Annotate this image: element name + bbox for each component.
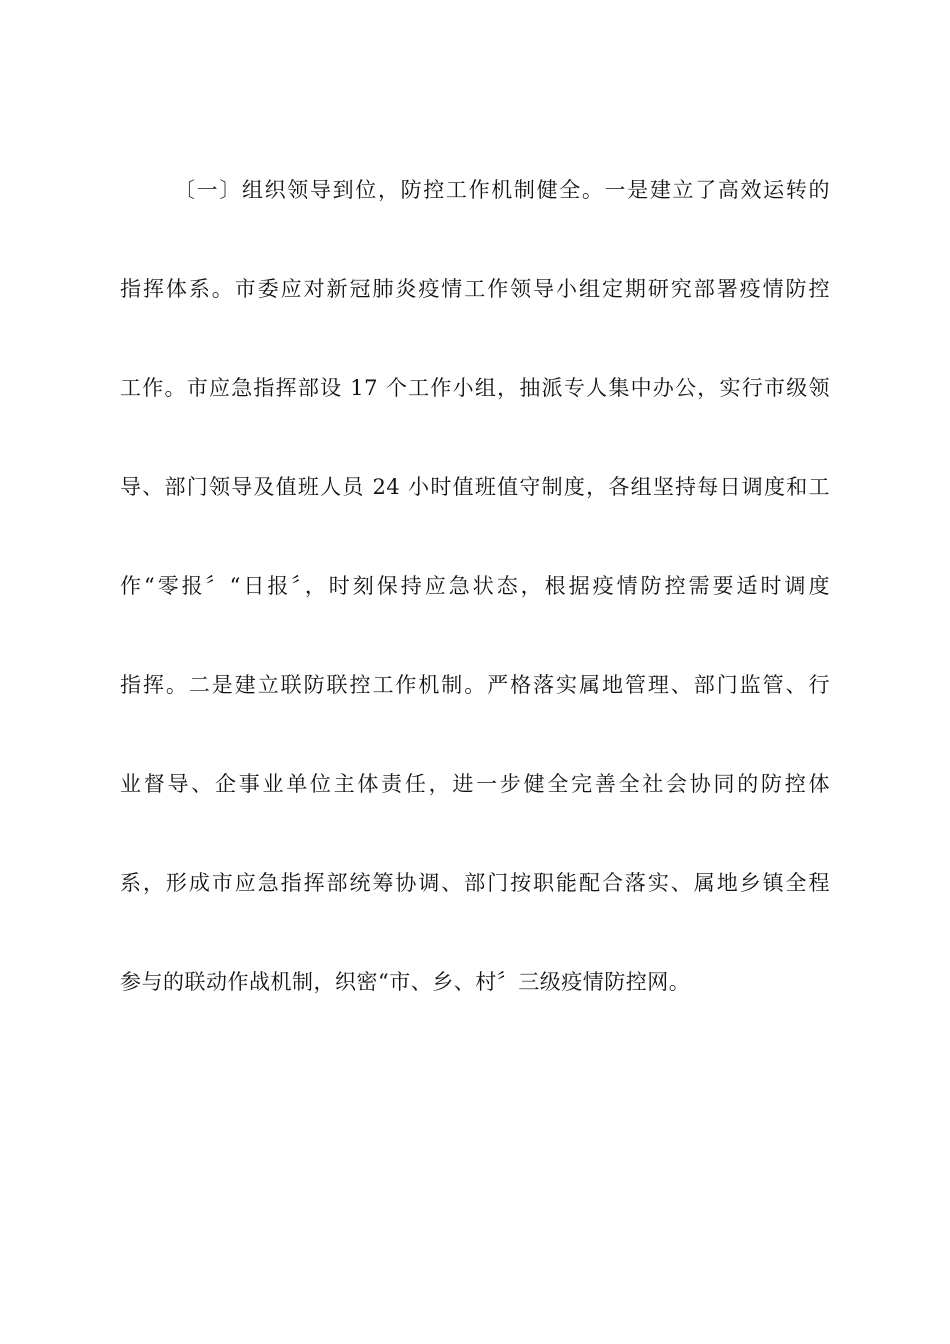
paragraph-line-4: 导、部门领导及值班人员 24 小时值班值守制度，各组坚持每日调度和工 <box>120 475 830 499</box>
paragraph-line-3: 工作。市应急指挥部设 17 个工作小组，抽派专人集中办公，实行市级领 <box>120 376 830 400</box>
paragraph-line-2: 指挥体系。市委应对新冠肺炎疫情工作领导小组定期研究部署疫情防控 <box>120 277 830 301</box>
paragraph-line-9: 参与的联动作战机制，织密“市、乡、村〞三级疫情防控网。 <box>120 970 691 994</box>
paragraph-line-6: 指挥。二是建立联防联控工作机制。严格落实属地管理、部门监管、行 <box>120 673 830 697</box>
paragraph-line-5: 作“零报〞“日报〞，时刻保持应急状态，根据疫情防控需要适时调度 <box>120 574 830 598</box>
paragraph-line-7: 业督导、企事业单位主体责任，进一步健全完善全社会协同的防控体 <box>120 772 830 796</box>
paragraph-line-8: 系，形成市应急指挥部统筹协调、部门按职能配合落实、属地乡镇全程 <box>120 871 830 895</box>
paragraph-line-1: 〔一〕组织领导到位，防控工作机制健全。一是建立了高效运转的 <box>174 178 830 202</box>
